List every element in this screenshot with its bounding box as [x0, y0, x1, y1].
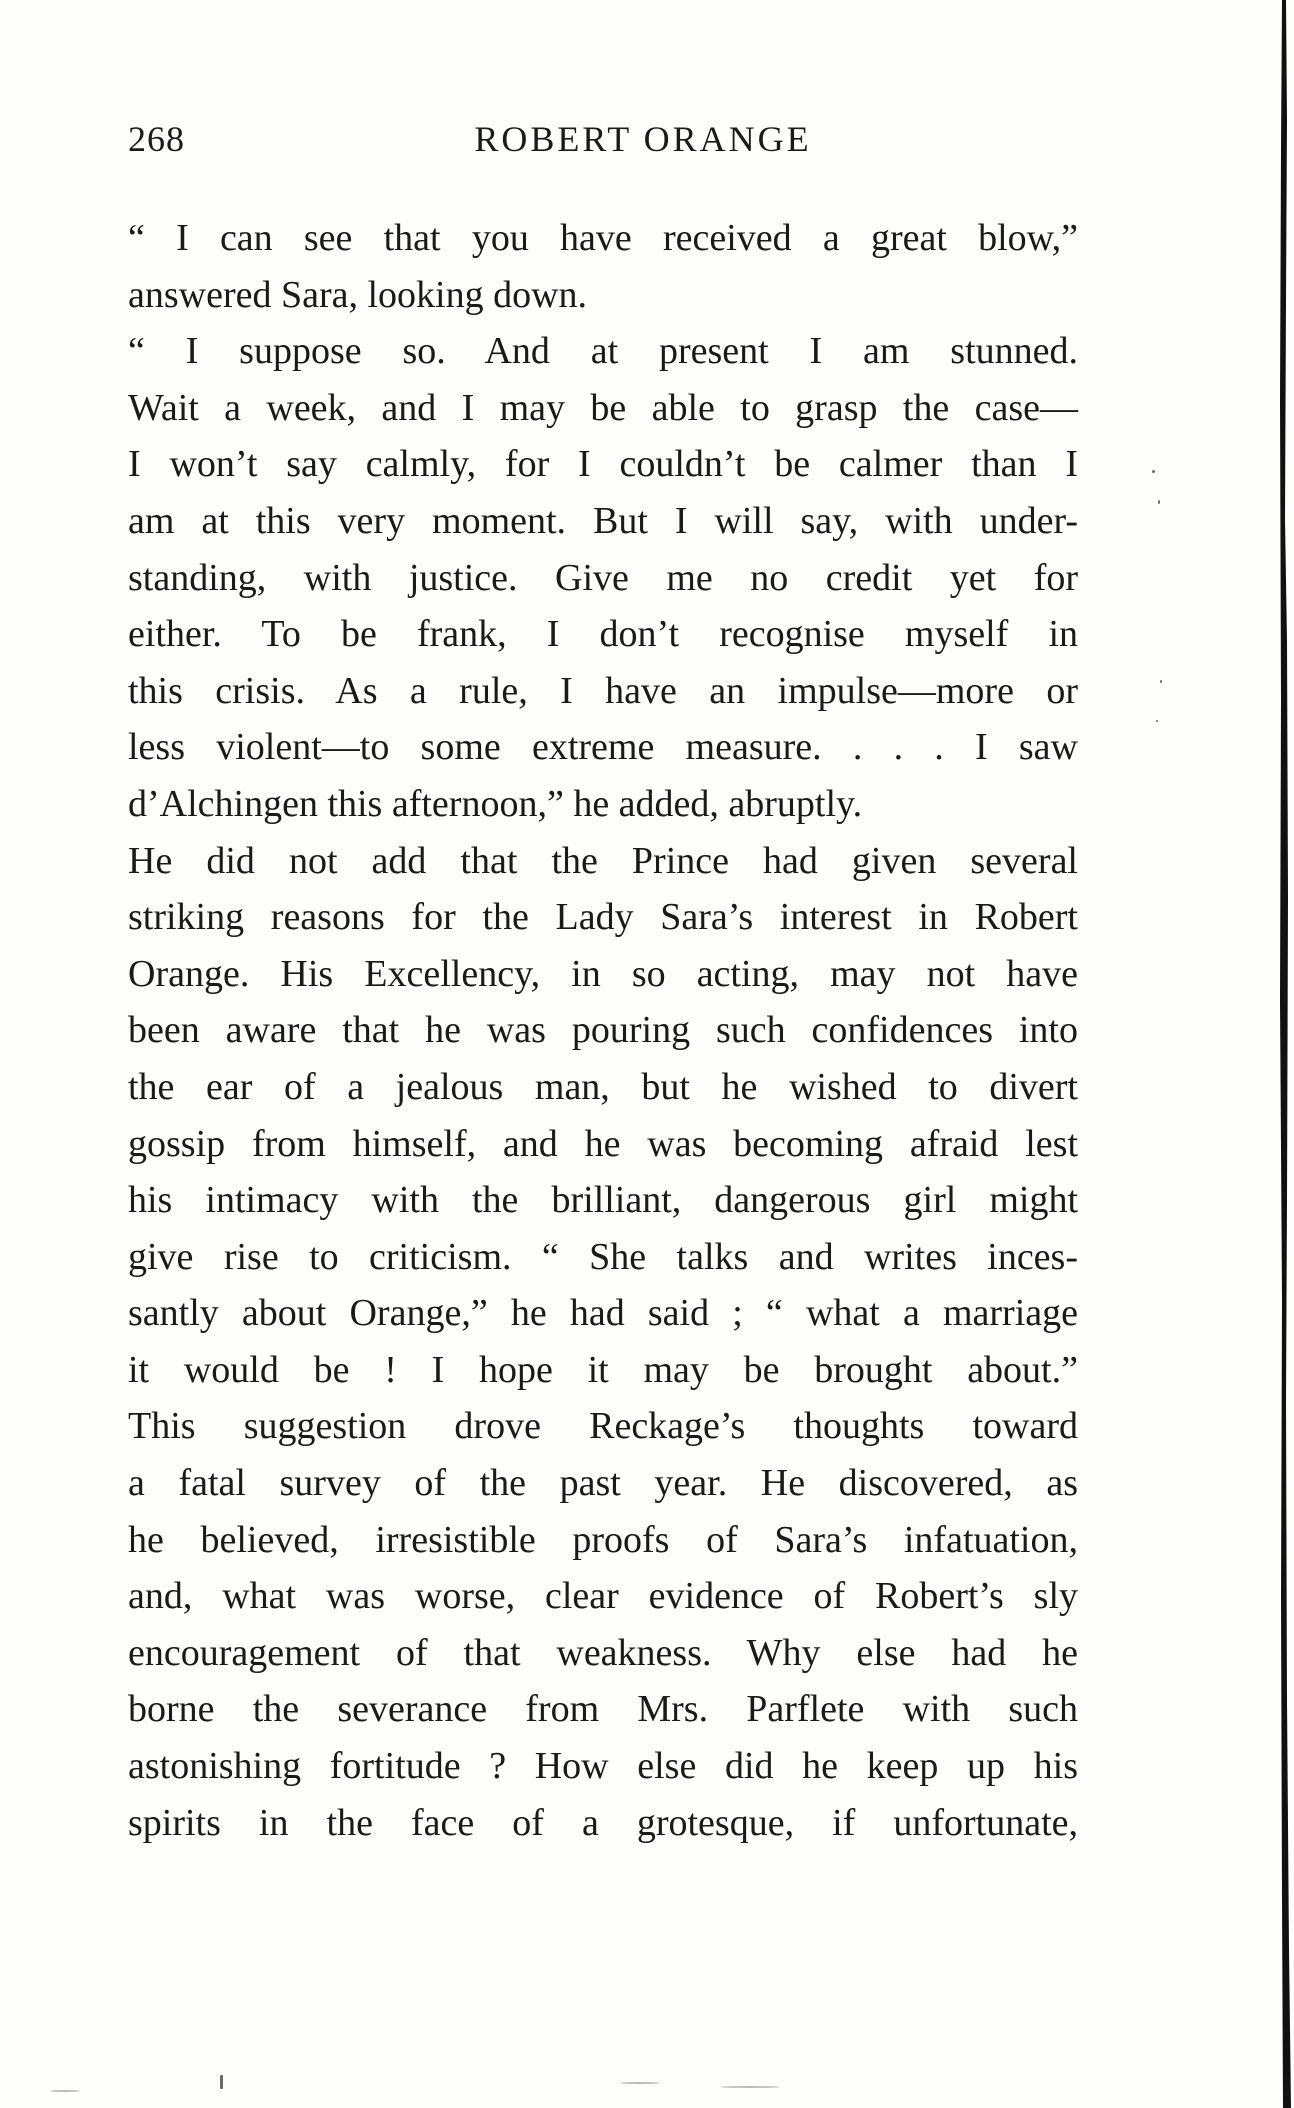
- text-line: either. To be frank, I don’t recognise myself in: [128, 613, 1078, 656]
- scan-speck: [1158, 500, 1160, 504]
- page-number: 268: [128, 119, 185, 159]
- running-title: ROBERT ORANGE: [474, 119, 812, 159]
- text-line: this crisis. As a rule, I have an impulse—more or: [128, 669, 1078, 712]
- text-line: standing, with justice. Give me no credit yet for: [128, 556, 1078, 599]
- scan-speck: [1152, 470, 1155, 473]
- text-line: am at this very moment. But I will say, with under-: [128, 499, 1078, 542]
- scan-speck: [620, 2082, 660, 2084]
- scan-speck: [1156, 720, 1158, 722]
- running-head: [128, 118, 1078, 168]
- text-line: it would be ! I hope it may be brought about.”: [128, 1348, 1078, 1391]
- text-line: gossip from himself, and he was becoming afraid lest: [128, 1122, 1078, 1165]
- text-line: give rise to criticism. “ She talks and writes inces-: [128, 1235, 1078, 1278]
- text-line: and, what was worse, clear evidence of Robert’s sly: [128, 1575, 1078, 1618]
- text-line: I won’t say calmly, for I couldn’t be calmer than I: [128, 443, 1078, 486]
- text-line: astonishing fortitude ? How else did he keep up his: [128, 1745, 1078, 1788]
- text-line: his intimacy with the brilliant, dangerous girl might: [128, 1179, 1078, 1222]
- text-line: This suggestion drove Reckage’s thoughts toward: [128, 1405, 1078, 1448]
- scan-speck: [720, 2086, 780, 2088]
- text-line: less violent—to some extreme measure. . . . I saw: [128, 726, 1078, 769]
- text-line: the ear of a jealous man, but he wished to divert: [128, 1065, 1078, 1108]
- text-line: spirits in the face of a grotesque, if unfortunate,: [128, 1801, 1078, 1844]
- text-line: He did not add that the Prince had given several: [128, 839, 1078, 882]
- text-line: encouragement of that weakness. Why else had he: [128, 1631, 1078, 1674]
- text-line: Wait a week, and I may be able to grasp the case—: [128, 386, 1078, 429]
- binding-edge-shadow: [1272, 0, 1294, 2108]
- scan-speck: [220, 2075, 223, 2089]
- body-text: [128, 210, 1078, 1851]
- text-line: “ I suppose so. And at present I am stunned.: [128, 330, 1078, 373]
- scan-speck: [50, 2090, 80, 2092]
- text-line: santly about Orange,” he had said ; “ what a marriage: [128, 1292, 1078, 1335]
- text-line: been aware that he was pouring such confidences into: [128, 1009, 1078, 1052]
- text-line: striking reasons for the Lady Sara’s interest in Robert: [128, 896, 1078, 939]
- text-line: answered Sara, looking down.: [128, 273, 588, 316]
- text-line: he believed, irresistible proofs of Sara’s infatuation,: [128, 1518, 1078, 1561]
- text-line: “ I can see that you have received a great blow,”: [128, 217, 1078, 259]
- text-line: Orange. His Excellency, in so acting, may not have: [128, 952, 1078, 995]
- text-line: d’Alchingen this afternoon,” he added, abruptly.: [128, 782, 863, 825]
- scan-speck: [1160, 680, 1162, 683]
- text-line: borne the severance from Mrs. Parflete with such: [128, 1688, 1078, 1731]
- text-line: a fatal survey of the past year. He discovered, as: [128, 1462, 1078, 1505]
